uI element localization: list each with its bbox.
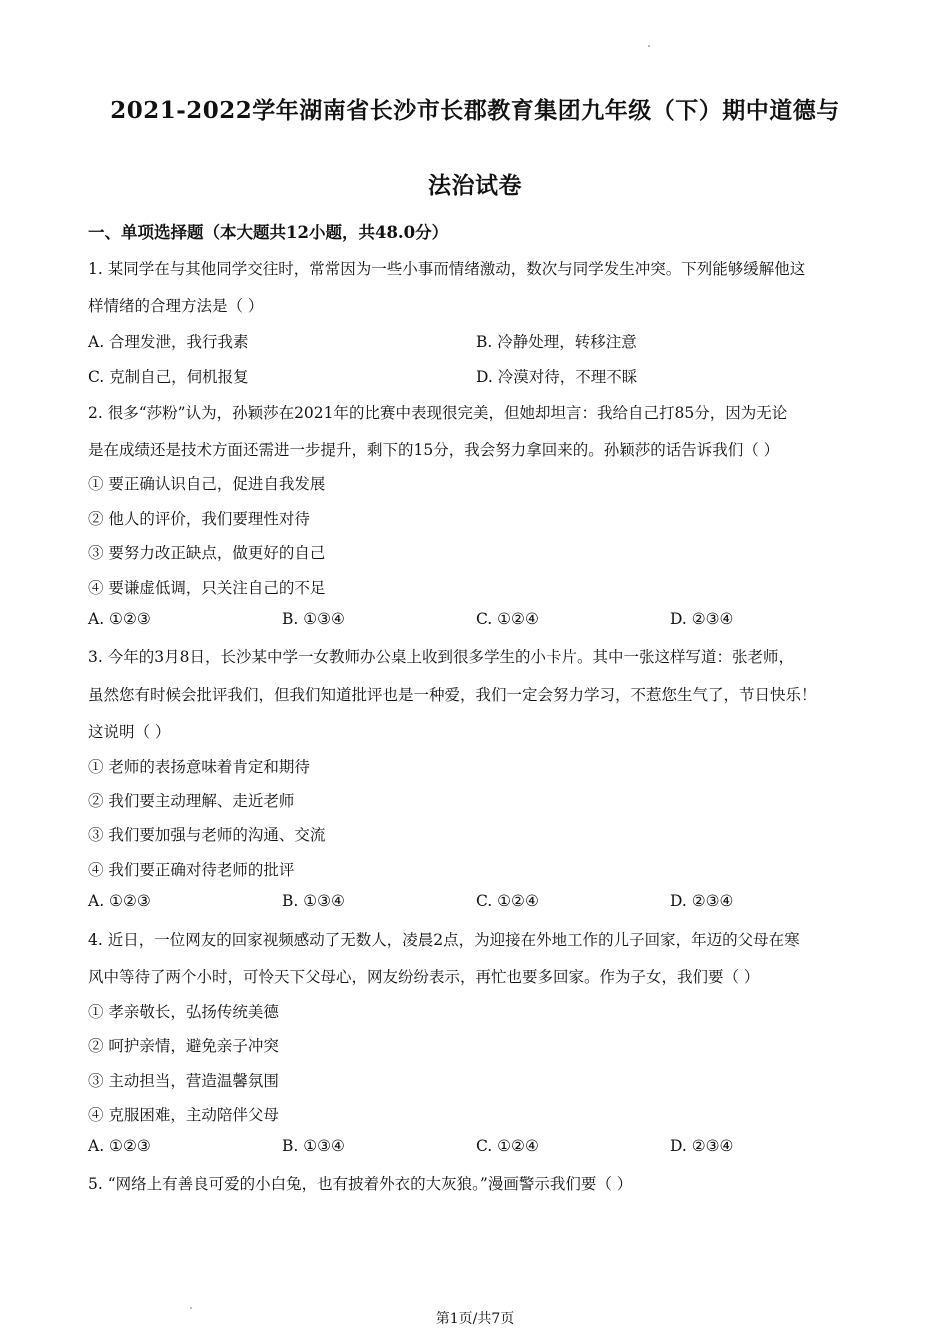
question-4-statement: ② 呵护亲情，避免亲子冲突	[88, 1037, 279, 1055]
question-4-text: 4. 近日，一位网友的回家视频感动了无数人，凌晨2点，为迎接在外地工作的儿子回家，年迈的父母在寒	[88, 931, 800, 949]
question-3-option-b: B. ①③④	[282, 892, 345, 910]
question-1-text: 1. 某同学在与其他同学交往时，常常因为一些小事而情绪激动，数次与同学发生冲突。下列能够缓解他这	[88, 260, 806, 278]
question-3-text: 3. 今年的3月8日，长沙某中学一女教师办公桌上收到很多学生的小卡片。其中一张这样写道：张老师，	[88, 648, 794, 666]
section-heading: 一、单项选择题（本大题共12小题，共48.0分）	[88, 223, 449, 242]
question-3-option-a: A. ①②③	[88, 892, 151, 910]
question-2-text: 是在成绩还是技术方面还需进一步提升，剩下的15分，我会努力拿回来的。孙颖莎的话告诉我们（ ）	[88, 441, 780, 459]
question-4-statement: ④ 克服困难，主动陪伴父母	[88, 1106, 279, 1124]
question-1-option-c: C. 克制自己，伺机报复	[88, 368, 249, 386]
page-title-line-2: 法治试卷	[428, 172, 522, 199]
question-2-statement: ② 他人的评价，我们要理性对待	[88, 510, 310, 528]
question-4-option-b: B. ①③④	[282, 1137, 345, 1155]
page-number: 第1页/共7页	[435, 1311, 515, 1327]
question-4-option-d: D. ②③④	[670, 1137, 734, 1155]
question-4-text: 风中等待了两个小时，可怜天下父母心，网友纷纷表示，再忙也要多回家。作为子女，我们要（ ）	[88, 968, 760, 986]
question-5-text: 5. “网络上有善良可爱的小白兔，也有披着外衣的大灰狼。”漫画警示我们要（ ）	[88, 1175, 633, 1193]
question-2-text: 2. 很多“莎粉”认为，孙颖莎在2021年的比赛中表现很完美，但她却坦言：我给自己打85分，因为无论	[88, 404, 788, 422]
question-3-statement: ③ 我们要加强与老师的沟通、交流	[88, 826, 326, 844]
question-1-option-b: B. 冷静处理，转移注意	[476, 333, 637, 351]
question-2-option-b: B. ①③④	[282, 610, 345, 628]
question-3-statement: ② 我们要主动理解、走近老师	[88, 792, 295, 810]
scan-speck	[648, 45, 650, 47]
question-2-statement: ① 要正确认识自己，促进自我发展	[88, 475, 326, 493]
question-1-option-d: D. 冷漠对待，不理不睬	[476, 368, 638, 386]
question-3-text: 这说明（ ）	[88, 723, 171, 741]
question-3-option-d: D. ②③④	[670, 892, 734, 910]
question-4-statement: ① 孝亲敬长，弘扬传统美德	[88, 1003, 279, 1021]
question-1-text: 样情绪的合理方法是（ ）	[88, 297, 264, 315]
question-4-statement: ③ 主动担当，营造温馨氛围	[88, 1072, 279, 1090]
question-1-option-a: A. 合理发泄，我行我素	[88, 333, 249, 351]
question-2-option-d: D. ②③④	[670, 610, 734, 628]
page-title-line-1: 2021-2022学年湖南省长沙市长郡教育集团九年级（下）期中道德与	[110, 97, 840, 124]
question-3-statement: ④ 我们要正确对待老师的批评	[88, 861, 295, 879]
question-3-option-c: C. ①②④	[476, 892, 539, 910]
question-2-option-a: A. ①②③	[88, 610, 151, 628]
question-3-statement: ① 老师的表扬意味着肯定和期待	[88, 758, 310, 776]
question-4-option-a: A. ①②③	[88, 1137, 151, 1155]
question-2-statement: ③ 要努力改正缺点，做更好的自己	[88, 544, 326, 562]
question-3-text: 虽然您有时候会批评我们，但我们知道批评也是一种爱，我们一定会努力学习，不惹您生气了，节日快乐！	[88, 686, 817, 704]
question-2-option-c: C. ①②④	[476, 610, 539, 628]
question-2-statement: ④ 要谦虚低调，只关注自己的不足	[88, 579, 326, 597]
question-4-option-c: C. ①②④	[476, 1137, 539, 1155]
